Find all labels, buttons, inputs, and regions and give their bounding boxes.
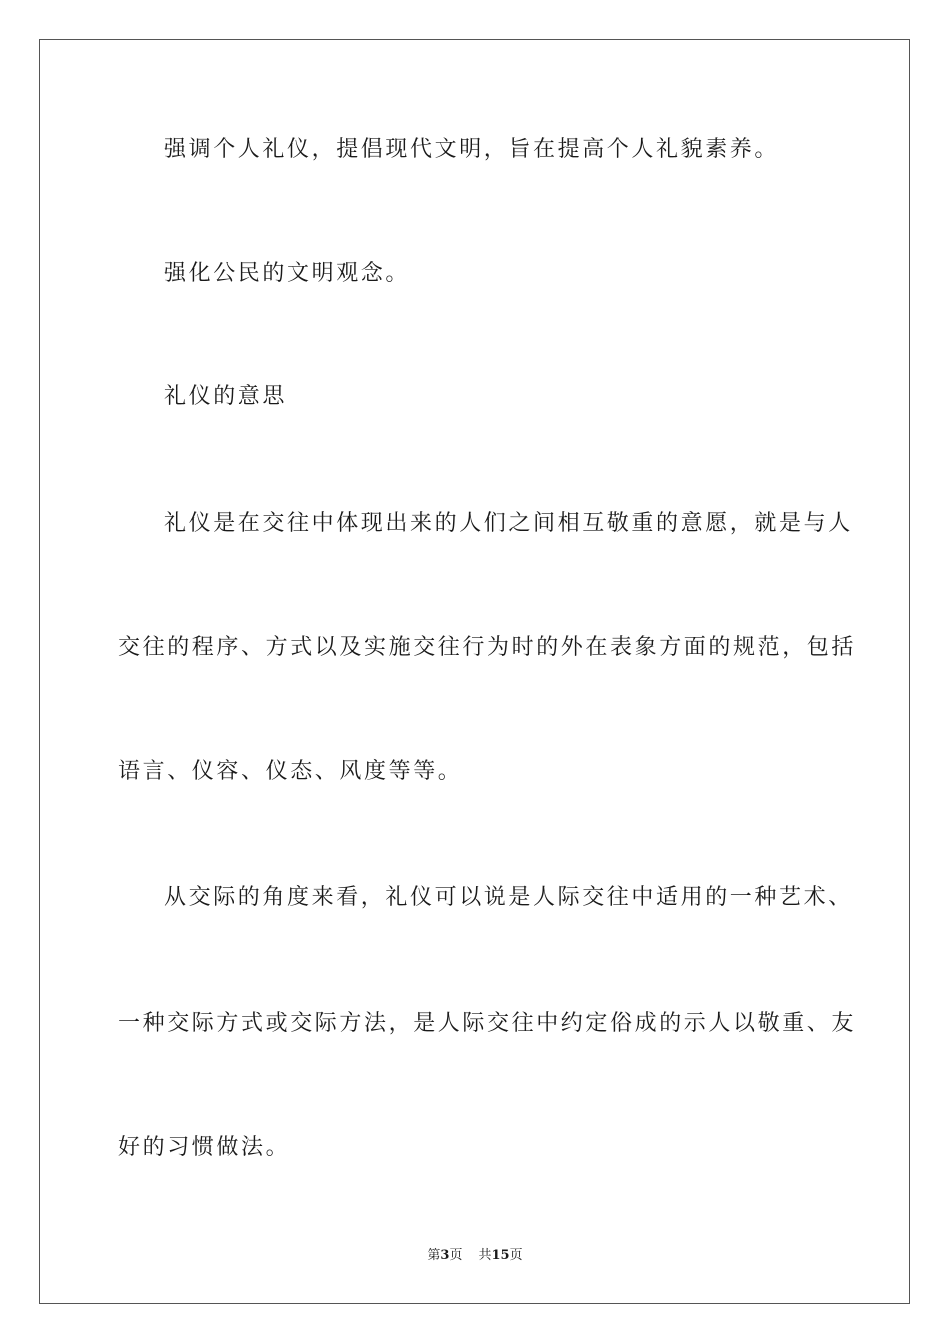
- page-prefix: 第: [427, 1248, 441, 1263]
- total-prefix: 共: [478, 1248, 492, 1263]
- paragraph-line: 从交际的角度来看，礼仪可以说是人际交往中适用的一种艺术、: [164, 885, 853, 910]
- paragraph-line: 强化公民的文明观念。: [164, 261, 411, 286]
- total-pages: 15: [491, 1248, 510, 1263]
- page-number: 3: [440, 1248, 450, 1263]
- section-heading: 礼仪的意思: [164, 384, 288, 409]
- paragraph-line: 礼仪是在交往中体现出来的人们之间相互敬重的意愿，就是与人: [164, 511, 853, 536]
- page-border: [39, 39, 910, 1304]
- total-suffix: 页: [509, 1248, 523, 1263]
- paragraph-line: 一种交际方式或交际方法，是人际交往中约定俗成的示人以敬重、友: [118, 1011, 857, 1036]
- paragraph-line: 语言、仪容、仪态、风度等等。: [118, 759, 463, 784]
- page-suffix: 页: [449, 1248, 463, 1263]
- paragraph-line: 交往的程序、方式以及实施交往行为时的外在表象方面的规范，包括: [118, 635, 857, 660]
- paragraph-line: 好的习惯做法。: [118, 1135, 291, 1160]
- paragraph-line: 强调个人礼仪，提倡现代文明，旨在提高个人礼貌素养。: [164, 137, 780, 162]
- page-footer: [0, 1247, 950, 1265]
